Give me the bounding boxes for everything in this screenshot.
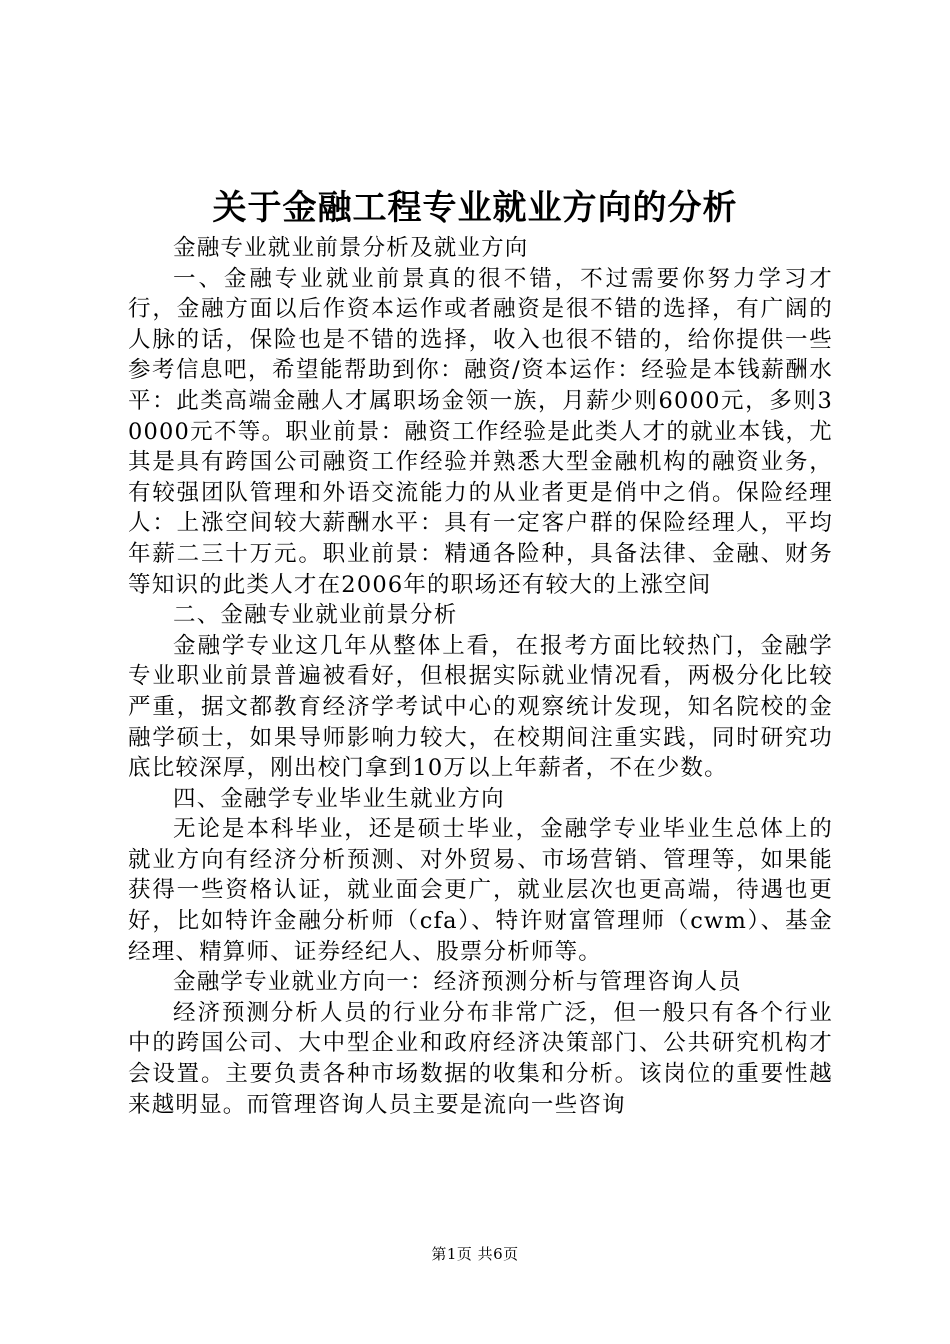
paragraph-section-2: 金融学专业这几年从整体上看，在报考方面比较热门，金融学专业职业前景普遍被看好，但根据实际就业情况看，两极分化比较严重，据文都教育经济学考试中心的观察统计发现，知名院校的金融学硕士，如果导师影响力较大，在校期间注重实践，同时研究功底比较深厚，刚出校门拿到10万以上年薪者，不在少数。 (128, 632, 833, 782)
paragraph-heading-2: 二、金融专业就业前景分析 (173, 602, 458, 629)
paragraph-section-1: 一、金融专业就业前景真的很不错，不过需要你努力学习才行，金融方面以后作资本运作或者融资是很不错的选择，有广阔的人脉的话，保险也是不错的选择，收入也很不错的，给你提供一些参考信息吧，希望能帮助到你：融资/资本运作：经验是本钱薪酬水平：此类高端金融人才属职场金领一族，月薪少则6000元，多则30000元不等。职业前景：融资工作经验是此类人才的就业本钱，尤其是具有跨国公司融资工作经验并熟悉大型金融机构的融资业务，有较强团队管理和外语交流能力的从业者更是俏中之俏。保险经理人：上涨空间较大薪酬水平：具有一定客户群的保险经理人，平均年薪二三十万元。职业前景：精通各险种，具备法律、金融、财务等知识的此类人才在2006年的职场还有较大的上涨空间 (128, 265, 833, 598)
paragraph-subtitle: 金融专业就业前景分析及就业方向 (173, 235, 529, 261)
paragraph-section-4: 无论是本科毕业，还是硕士毕业，金融学专业毕业生总体上的就业方向有经济分析预测、对外贸易、市场营销、管理等，如果能获得一些资格认证，就业面会更广，就业层次也更高端，待遇也更好，比如特许金融分析师（cfa）、特许财富管理师（cwm）、基金经理、精算师、证券经纪人、股票分析师等。 (128, 816, 833, 965)
document-title: 关于金融工程专业就业方向的分析 (212, 188, 738, 228)
document-body (128, 233, 833, 1120)
paragraph-heading-4: 四、金融学专业毕业生就业方向 (173, 785, 505, 812)
paragraph-direction-1: 经济预测分析人员的行业分布非常广泛，但一般只有各个行业中的跨国公司、大中型企业和政府经济决策部门、公共研究机构才会设置。主要负责各种市场数据的收集和分析。该岗位的重要性越来越明显。而管理咨询人员主要是流向一些咨询 (128, 999, 833, 1118)
page-footer: 第1页 共6页 (431, 1245, 519, 1263)
paragraph-direction-1-heading: 金融学专业就业方向一：经济预测分析与管理咨询人员 (173, 969, 742, 996)
